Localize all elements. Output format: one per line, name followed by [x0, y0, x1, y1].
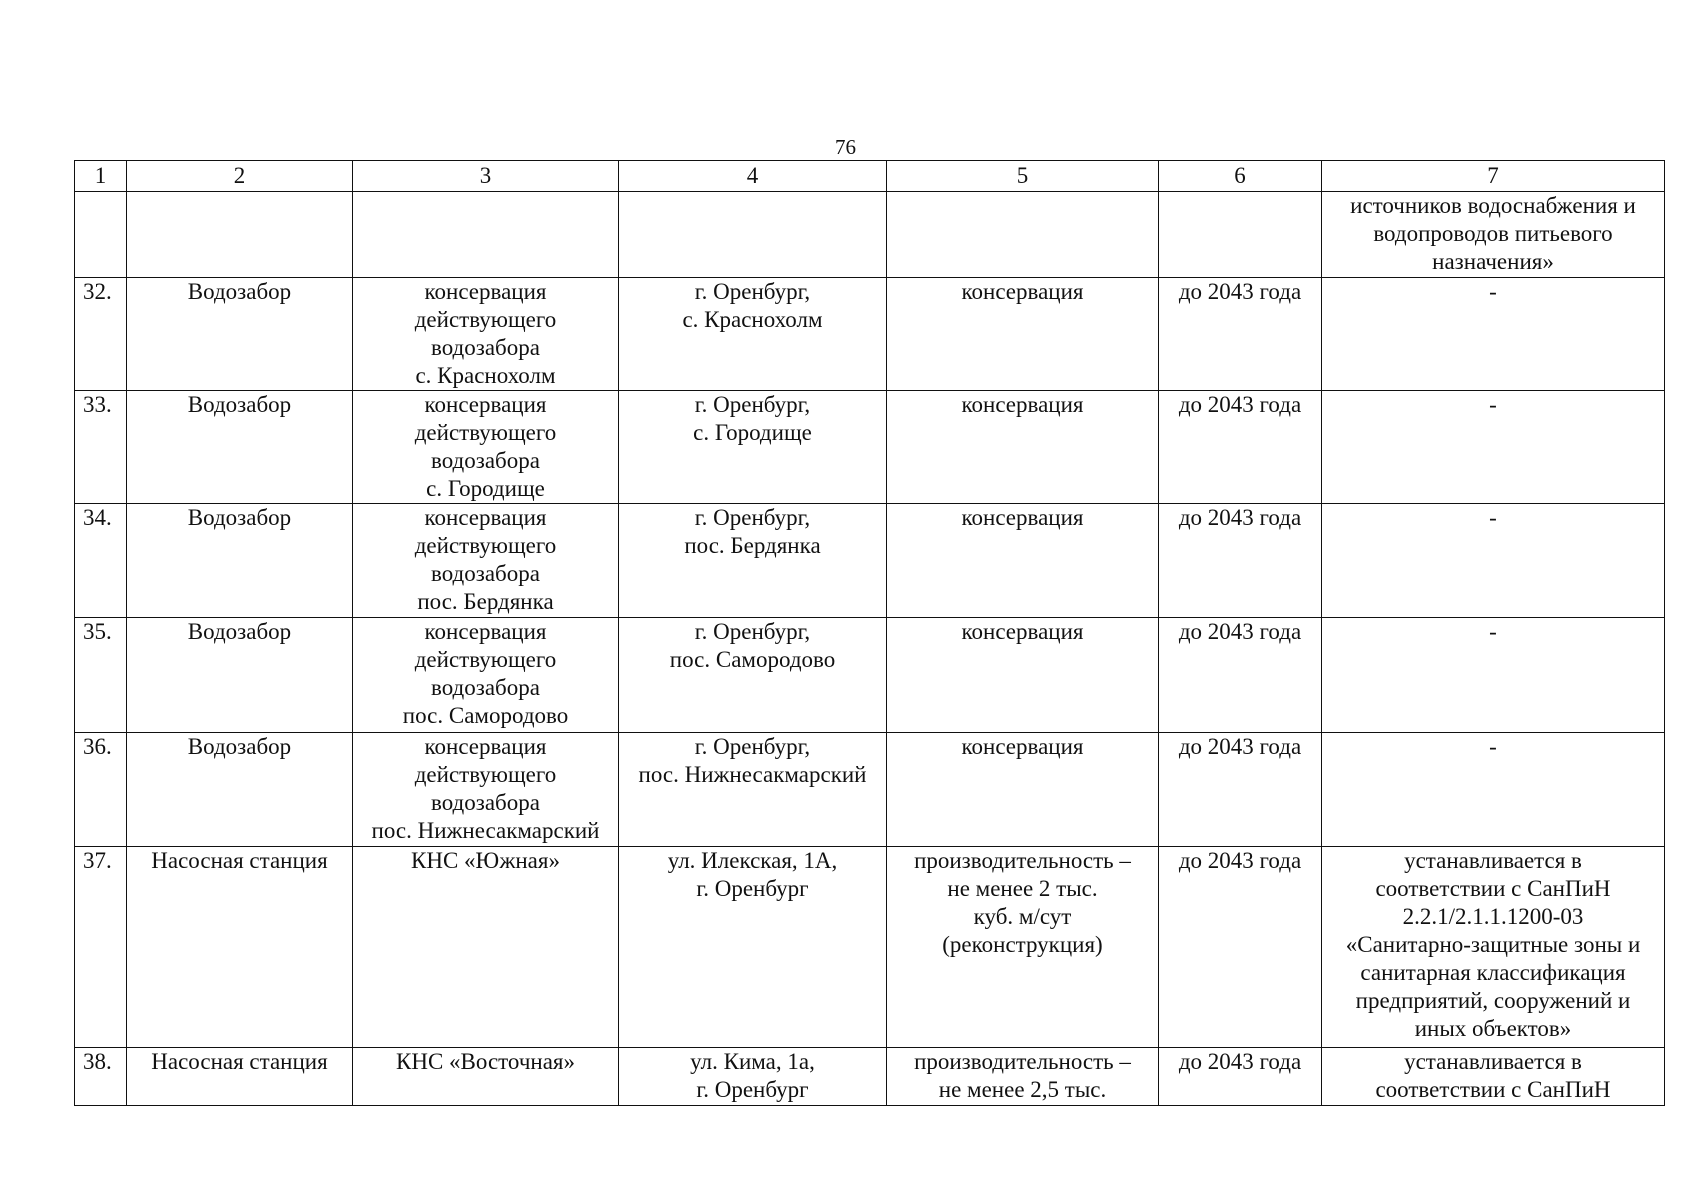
object-description: консервация действующего водозабора с. Городище	[353, 391, 619, 504]
row-number: 33.	[75, 391, 127, 504]
table-row	[75, 618, 1665, 733]
row-number: 36.	[75, 733, 127, 847]
row-number: 37.	[75, 847, 127, 1048]
object-parameters: консервация	[887, 733, 1159, 847]
object-parameters	[887, 192, 1159, 278]
row-number: 32.	[75, 278, 127, 391]
object-type: Водозабор	[127, 278, 353, 391]
object-type: Насосная станция	[127, 847, 353, 1048]
object-type: Водозабор	[127, 618, 353, 733]
object-location: ул. Кима, 1а, г. Оренбург	[619, 1048, 887, 1106]
object-location: г. Оренбург, пос. Бердянка	[619, 504, 887, 618]
row-number	[75, 192, 127, 278]
table-row	[75, 847, 1665, 1048]
data-table	[74, 160, 1665, 1106]
protection-zone: устанавливается в соответствии с СанПиН 2.2.1/2.1.1.1200-03 «Санитарно-защитные зоны и санитарная классификация предприятий, сооружений и иных объектов»	[1322, 847, 1665, 1048]
implementation-deadline: до 2043 года	[1159, 391, 1322, 504]
object-parameters: консервация	[887, 504, 1159, 618]
column-number: 4	[619, 161, 887, 192]
column-number: 5	[887, 161, 1159, 192]
object-location	[619, 192, 887, 278]
protection-zone: устанавливается в соответствии с СанПиН	[1322, 1048, 1665, 1106]
object-description: консервация действующего водозабора с. Краснохолм	[353, 278, 619, 391]
object-type: Насосная станция	[127, 1048, 353, 1106]
object-description: КНС «Восточная»	[353, 1048, 619, 1106]
object-type: Водозабор	[127, 733, 353, 847]
implementation-deadline: до 2043 года	[1159, 733, 1322, 847]
table-row	[75, 391, 1665, 504]
implementation-deadline: до 2043 года	[1159, 504, 1322, 618]
implementation-deadline: до 2043 года	[1159, 278, 1322, 391]
object-description: КНС «Южная»	[353, 847, 619, 1048]
object-description: консервация действующего водозабора пос. Бердянка	[353, 504, 619, 618]
protection-zone: -	[1322, 733, 1665, 847]
protection-zone: -	[1322, 504, 1665, 618]
implementation-deadline: до 2043 года	[1159, 618, 1322, 733]
column-number: 1	[75, 161, 127, 192]
implementation-deadline	[1159, 192, 1322, 278]
table-row	[75, 504, 1665, 618]
table-row	[75, 192, 1665, 278]
row-number: 34.	[75, 504, 127, 618]
object-type: Водозабор	[127, 504, 353, 618]
object-type: Водозабор	[127, 391, 353, 504]
object-description: консервация действующего водозабора пос. Самородово	[353, 618, 619, 733]
implementation-deadline: до 2043 года	[1159, 1048, 1322, 1106]
table-row	[75, 1048, 1665, 1106]
object-location: г. Оренбург, пос. Нижнесакмарский	[619, 733, 887, 847]
implementation-deadline: до 2043 года	[1159, 847, 1322, 1048]
table-row	[75, 278, 1665, 391]
row-number: 38.	[75, 1048, 127, 1106]
column-number: 6	[1159, 161, 1322, 192]
protection-zone: -	[1322, 391, 1665, 504]
object-location: г. Оренбург, с. Краснохолм	[619, 278, 887, 391]
object-parameters: консервация	[887, 618, 1159, 733]
object-location: г. Оренбург, с. Городище	[619, 391, 887, 504]
column-number: 3	[353, 161, 619, 192]
object-parameters: производительность – не менее 2 тыс. куб. м/сут (реконструкция)	[887, 847, 1159, 1048]
protection-zone: -	[1322, 618, 1665, 733]
page-number: 76	[835, 135, 856, 159]
column-number: 2	[127, 161, 353, 192]
object-description: консервация действующего водозабора пос. Нижнесакмарский	[353, 733, 619, 847]
object-location: г. Оренбург, пос. Самородово	[619, 618, 887, 733]
object-location: ул. Илекская, 1А, г. Оренбург	[619, 847, 887, 1048]
object-parameters: консервация	[887, 391, 1159, 504]
object-parameters: производительность – не менее 2,5 тыс.	[887, 1048, 1159, 1106]
protection-zone: -	[1322, 278, 1665, 391]
object-parameters: консервация	[887, 278, 1159, 391]
row-number: 35.	[75, 618, 127, 733]
protection-zone: источников водоснабжения и водопроводов питьевого назначения»	[1322, 192, 1665, 278]
column-number-row	[75, 161, 1665, 192]
object-type	[127, 192, 353, 278]
object-description	[353, 192, 619, 278]
column-number: 7	[1322, 161, 1665, 192]
table-row	[75, 733, 1665, 847]
